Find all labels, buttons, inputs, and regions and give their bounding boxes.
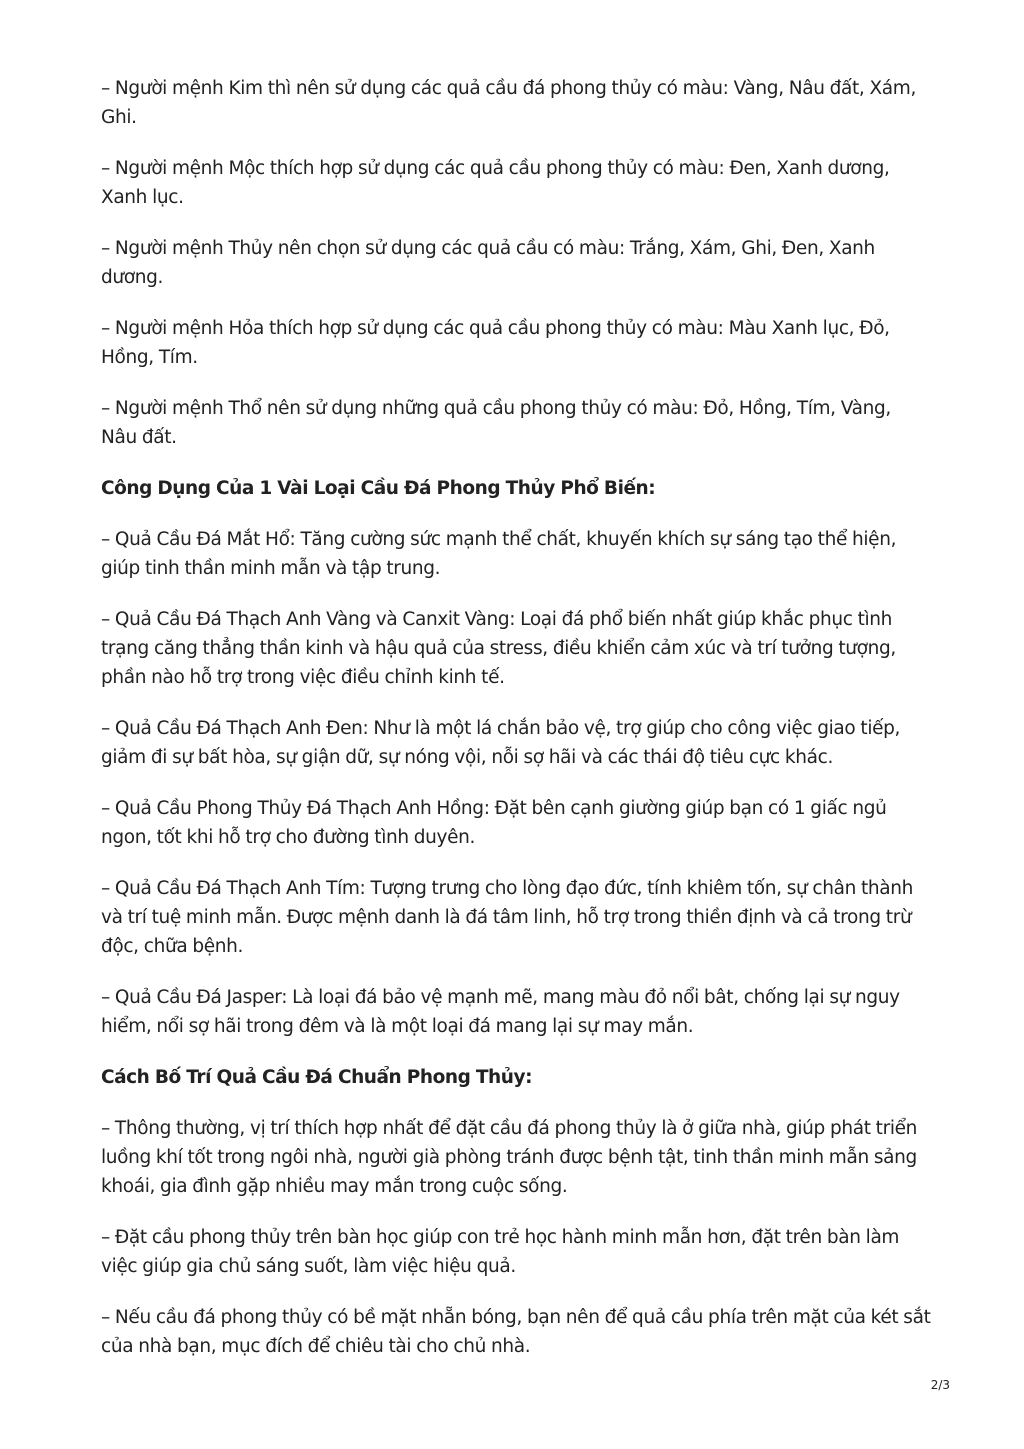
paragraph-tho: – Người mệnh Thổ nên sử dụng những quả cầu phong thủy có màu: Đỏ, Hồng, Tím, Vàng, Nâu đất. — [101, 398, 891, 448]
document-page — [101, 74, 931, 1383]
paragraph-thach-anh-tim: – Quả Cầu Đá Thạch Anh Tím: Tượng trưng cho lòng đạo đức, tính khiêm tốn, sự chân thành và trí tuệ minh mẫn. Được mệnh danh là đá tâm linh, hỗ trợ trong thiền định và cả trong trừ độc, chữa bệnh. — [101, 878, 914, 957]
paragraph-placement-home: – Thông thường, vị trí thích hợp nhất để đặt cầu đá phong thủy là ở giữa nhà, giúp phát triển luồng khí tốt trong ngôi nhà, người già phòng tránh được bệnh tật, tinh thần minh mẫn sảng khoái, gia đình gặp nhiều may mắn trong cuộc sống. — [101, 1118, 918, 1197]
paragraph-thach-anh-den: – Quả Cầu Đá Thạch Anh Đen: Như là một lá chắn bảo vệ, trợ giúp cho công việc giao tiếp, giảm đi sự bất hòa, sự giận dữ, sự nóng vội, nỗi sợ hãi và các thái độ tiêu cực khác. — [101, 718, 901, 768]
paragraph-moc: – Người mệnh Mộc thích hợp sử dụng các quả cầu phong thủy có màu: Đen, Xanh dương, Xanh lục. — [101, 158, 890, 208]
paragraph-placement-desk: – Đặt cầu phong thủy trên bàn học giúp con trẻ học hành minh mẫn hơn, đặt trên bàn làm việc giúp gia chủ sáng suốt, làm việc hiệu quả. — [101, 1227, 900, 1277]
paragraph-placement-safe: – Nếu cầu đá phong thủy có bề mặt nhẵn bóng, bạn nên để quả cầu phía trên mặt của két sắt của nhà bạn, mục đích để chiêu tài cho chủ nhà. — [101, 1307, 931, 1357]
section-heading-placement: Cách Bố Trí Quả Cầu Đá Chuẩn Phong Thủy: — [101, 1067, 533, 1088]
section-heading-uses: Công Dụng Của 1 Vài Loại Cầu Đá Phong Thủy Phổ Biến: — [101, 478, 656, 499]
page-number: 2/3 — [930, 1378, 950, 1392]
paragraph-thach-anh-vang: – Quả Cầu Đá Thạch Anh Vàng và Canxit Vàng: Loại đá phổ biến nhất giúp khắc phục tình trạng căng thẳng thần kinh và hậu quả của stress, điều khiển cảm xúc và trí tưởng tượng, phần nào hỗ trợ trong việc điều chỉnh kinh tế. — [101, 609, 896, 688]
paragraph-hoa: – Người mệnh Hỏa thích hợp sử dụng các quả cầu phong thủy có màu: Màu Xanh lục, Đỏ, Hồng, Tím. — [101, 318, 890, 368]
paragraph-mat-ho: – Quả Cầu Đá Mắt Hổ: Tăng cường sức mạnh thể chất, khuyến khích sự sáng tạo thể hiện, giúp tinh thần minh mẫn và tập trung. — [101, 529, 897, 579]
paragraph-jasper: – Quả Cầu Đá Jasper: Là loại đá bảo vệ mạnh mẽ, mang màu đỏ nổi bât, chống lại sự nguy hiểm, nổi sợ hãi trong đêm và là một loại đá mang lại sự may mắn. — [101, 987, 900, 1037]
paragraph-thuy: – Người mệnh Thủy nên chọn sử dụng các quả cầu có màu: Trắng, Xám, Ghi, Đen, Xanh dương. — [101, 238, 875, 288]
paragraph-kim: – Người mệnh Kim thì nên sử dụng các quả cầu đá phong thủy có màu: Vàng, Nâu đất, Xám, Ghi. — [101, 78, 916, 128]
paragraph-thach-anh-hong: – Quả Cầu Phong Thủy Đá Thạch Anh Hồng: Đặt bên cạnh giường giúp bạn có 1 giấc ngủ ngon, tốt khi hỗ trợ cho đường tình duyên. — [101, 798, 887, 848]
